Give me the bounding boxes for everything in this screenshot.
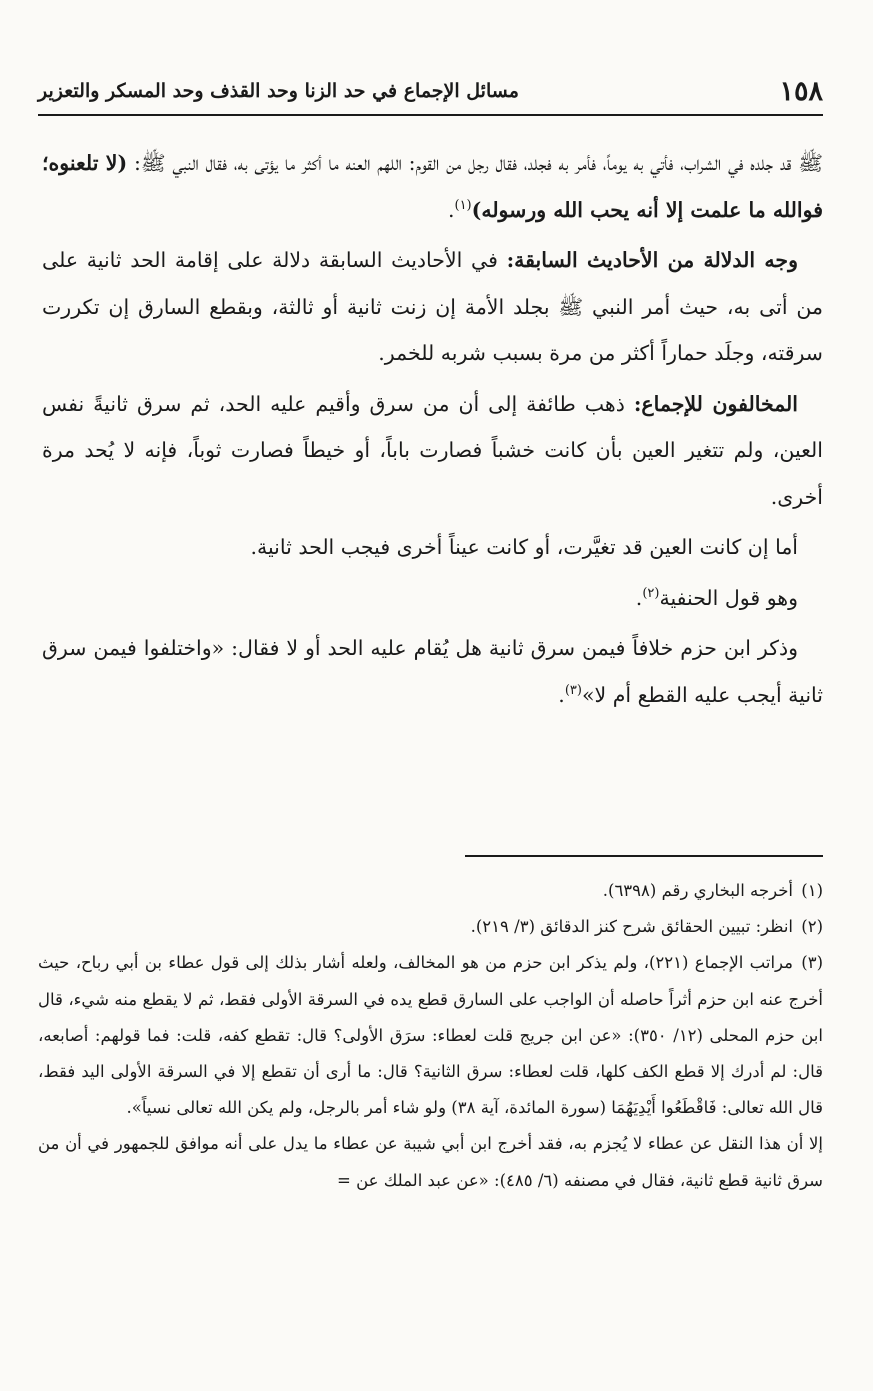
- paragraph-changed-item: أما إن كانت العين قد تغيَّرت، أو كانت عيناً أخرى فيجب الحد ثانية.: [250, 535, 798, 559]
- footnote-3-continuation: إلا أن هذا النقل عن عطاء لا يُجزم به، فقد أخرج ابن أبي شيبة عن عطاء ما يدل على أنه موافق للجمهور في أن من سرق ثانية قطع ثانية، فقال في مصنفه (٦/ ٤٨٥): «عن عبد الملك عن =: [38, 1134, 823, 1190]
- hadith-end: .: [447, 197, 455, 222]
- footnote-2-number: (٢): [801, 917, 823, 937]
- page-header: [38, 68, 823, 116]
- footnote-2: [38, 909, 823, 945]
- footnote-ref-1[interactable]: (١): [454, 197, 472, 213]
- hanafi-end: .: [635, 585, 643, 610]
- dissenters-heading: المخالفون للإجماع:: [633, 391, 798, 416]
- hanafi-text: وهو قول الحنفية: [659, 585, 798, 610]
- footnote-1-text: أخرجه البخاري رقم (٦٣٩٨).: [602, 881, 793, 900]
- footnote-1-number: (١): [801, 881, 823, 900]
- evidence-heading: وجه الدلالة من الأحاديث السابقة:: [506, 248, 798, 272]
- main-text: [42, 140, 823, 722]
- ibn-hazm-text: وذكر ابن حزم خلافاً فيمن سرق ثانية هل يُقام عليه الحد أو لا فقال: «واختلفوا فيمن سرق ثانية أيجب عليه القطع أم لا»: [42, 636, 823, 707]
- footnote-ref-2[interactable]: (٢): [642, 585, 660, 601]
- footnote-3: [38, 945, 823, 1126]
- footnote-3-text: مراتب الإجماع (٢٢١)، ولم يذكر ابن حزم من هو المخالف، ولعله أشار بذلك إلى قول عطاء بن أبي رباح، حيث أخرج عنه ابن حزم أثراً حاصله أن الواجب على السارق قطع يده في السرقة الأولى فقط، ثم لا يقطع منه شيء، قال ابن حزم المحلى (١٢/ ٣٥٠): «عن ابن جريج قلت لعطاء: سرَق الأولى؟ قال: تقطع كفه، قلت: فما قولهم: أصابعه، قال: لم أدرك إلا قطع الكف كلها، قلت لعطاء: سرق الثانية؟ قال: ما أرى أن تقطع إلا في السرقة الأولى اليد فقط، قال الله تعالى: فَاقْطَعُوا أَيْدِيَهُمَا (سورة المائدة، آية ٣٨) ولو شاء أمر بالرجل، ولم يكن الله تعالى نسياً».: [38, 953, 823, 1118]
- paragraph-evidence: [42, 237, 823, 377]
- footnote-2-text: انظر: تبيين الحقائق شرح كنز الدقائق (٣/ ٢١٩).: [470, 917, 793, 937]
- footnote-ref-3[interactable]: (٣): [564, 682, 582, 698]
- paragraph-hadith: [42, 140, 823, 233]
- paragraph-ibn-hazm: [42, 625, 823, 718]
- hadith-quote: (لا تلعنوه؛ فوالله ما علمت إلا أنه يحب الله ورسوله): [42, 151, 823, 222]
- footnote-3-number: (٣): [801, 953, 823, 973]
- page-number: ١٥٨: [779, 75, 823, 107]
- footnote-1: [38, 873, 823, 909]
- ibn-hazm-end: .: [558, 682, 565, 707]
- footnote-separator: [465, 855, 823, 857]
- hadith-text: ﷺ قد جلده في الشراب، فأتي به يوماً، فأمر به فجلد، فقال رجل من القوم: اللهم العنه ما أكثر ما يؤتى به، فقال النبي ﷺ:: [127, 151, 823, 175]
- footnotes: [38, 873, 823, 1199]
- evidence-text: في الأحاديث السابقة دلالة على إقامة الحد ثانية على من أتى به، حيث أمر النبي ﷺ بجلد الأمة إن زنت ثانية أو ثالثة، وبقطع السارق إن تكررت سرقته، وجلَد حماراً أكثر من مرة بسبب شربه للخمر.: [42, 248, 823, 365]
- running-title: مسائل الإجماع في حد الزنا وحد القذف وحد المسكر والتعزير: [38, 80, 519, 102]
- paragraph-dissenters: [42, 381, 823, 521]
- dissenters-text: ذهب طائفة إلى أن من سرق وأقيم عليه الحد، ثم سرق ثانيةً نفس العين، ولم تتغير العين بأن كانت خشباً فصارت باباً، أو خيطاً فصارت ثوباً، فإنه لا يُحد مرة أخرى.: [42, 391, 823, 509]
- paragraph-hanafi: [42, 575, 823, 622]
